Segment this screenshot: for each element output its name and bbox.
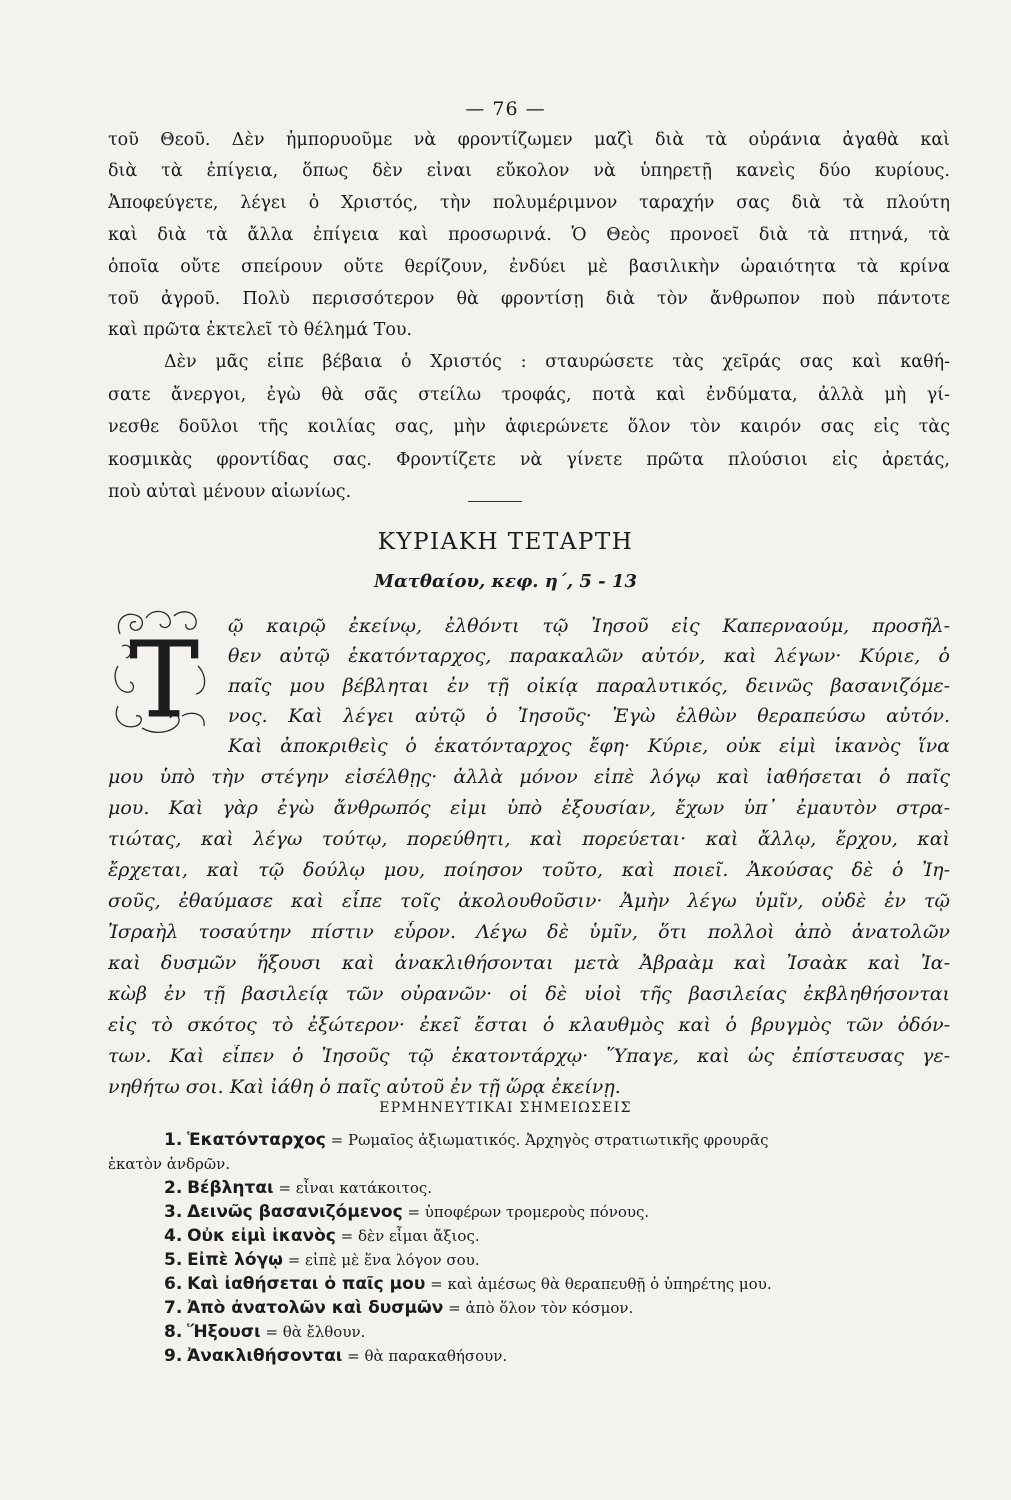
note-term: Ἀπὸ ἀνατολῶν καὶ δυσμῶν <box>187 1298 444 1318</box>
scripture-reference: Ματθαίου, κεφ. η΄, 5 - 13 <box>374 571 637 592</box>
notes-title: ΕΡΜΗΝΕΥΤΙΚΑΙ ΣΗΜΕΙΩΣΕΙΣ <box>379 1100 632 1116</box>
note-definition: = εἶναι κατάκοιτος. <box>278 1179 433 1197</box>
note-continuation: ἑκατὸν ἀνδρῶν. <box>108 1155 230 1173</box>
text-line: μου. Καὶ γὰρ ἐγὼ ἄνθρωπός εἰμι ὑπὸ ἐξουσίαν, ἔχων ὑπ᾿ ἐμαυτὸν στρα- <box>108 797 950 819</box>
text-line: των. Καὶ εἶπεν ὁ Ἰησοῦς τῷ ἑκατοντάρχῳ· Ὕπαγε, καὶ ὡς ἐπίστευσας γε- <box>108 1045 950 1067</box>
note-number: 7. <box>164 1298 183 1318</box>
note-term: Οὐκ εἰμὶ ἱκανὸς <box>187 1226 336 1246</box>
note-definition: = θὰ παρακαθήσουν. <box>347 1347 508 1365</box>
text-line: τοῦ ἀγροῦ. Πολὺ περισσότερον θὰ φροντίσῃ διὰ τὸν ἄνθρωπον ποὺ πάντοτε <box>108 289 950 309</box>
note-item <box>164 1346 507 1366</box>
text-line: καὶ διὰ τὰ ἄλλα ἐπίγεια καὶ προσωρινά. Ὁ Θεὸς προνοεῖ διὰ τὰ πτηνά, τὰ <box>108 225 950 245</box>
text-line: καὶ πρῶτα ἐκτελεῖ τὸ θέλημά Του. <box>108 320 413 340</box>
note-definition: = ἀπὸ ὅλον τὸν κόσμον. <box>448 1299 634 1317</box>
note-term: Ἀνακλιθήσονται <box>187 1346 343 1366</box>
text-line: θεν αὐτῷ ἑκατόνταρχος, παρακαλῶν αὐτόν, καὶ λέγων· Κύριε, ὁ <box>228 645 950 667</box>
note-item <box>164 1202 649 1222</box>
note-item <box>164 1178 432 1198</box>
text-line: σατε ἄνεργοι, ἐγὼ θὰ σᾶς στείλω τροφάς, ποτὰ καὶ ἐνδύματα, ἀλλὰ μὴ γί- <box>108 385 950 405</box>
note-definition: = Ρωμαῖος ἀξιωματικός. Ἀρχηγὸς στρατιωτικῆς φρουρᾶς <box>330 1131 769 1149</box>
note-number: 1. <box>164 1130 183 1150</box>
note-number: 2. <box>164 1178 183 1198</box>
note-item <box>164 1322 365 1342</box>
text-line: Ἀποφεύγετε, λέγει ὁ Χριστός, τὴν πολυμέριμνον ταραχήν σας διὰ τὰ πλούτη <box>108 193 950 213</box>
section-separator <box>468 501 522 502</box>
note-term: Καὶ ἰαθήσεται ὁ παῖς μου <box>187 1274 426 1294</box>
note-number: 8. <box>164 1322 183 1342</box>
section-heading: ΚΥΡΙΑΚΗ ΤΕΤΑΡΤΗ <box>377 529 634 555</box>
text-line: καὶ δυσμῶν ἥξουσι καὶ ἀνακλιθήσονται μετὰ Ἀβραὰμ καὶ Ἰσαὰκ καὶ Ἰα- <box>108 952 950 974</box>
note-number: 3. <box>164 1202 183 1222</box>
text-line: νεσθε δοῦλοι τῆς κοιλίας σας, μὴν ἀφιερώνετε ὅλον τὸν καιρόν σας εἰς τὰς <box>108 417 950 437</box>
note-number: 9. <box>164 1346 183 1366</box>
text-line: ποὺ αὐταὶ μένουν αἰωνίως. <box>108 482 352 502</box>
note-item <box>164 1226 480 1246</box>
note-number: 4. <box>164 1226 183 1246</box>
text-line: εἰς τὸ σκότος τὸ ἐξώτερον· ἐκεῖ ἔσται ὁ κλαυθμὸς καὶ ὁ βρυγμὸς τῶν ὀδόν- <box>108 1014 950 1036</box>
text-line: τοῦ Θεοῦ. Δὲν ἠμπορυοῦμε νὰ φροντίζωμεν μαζὶ διὰ τὰ οὐράνια ἀγαθὰ καὶ <box>108 130 950 150</box>
text-line: νηθήτω σοι. Καὶ ἰάθη ὁ παῖς αὐτοῦ ἐν τῇ ὥρᾳ ἐκείνῃ. <box>108 1076 621 1098</box>
text-line: παῖς μου βέβληται ἐν τῇ οἰκίᾳ παραλυτικός, δεινῶς βασανιζόμε- <box>228 675 950 697</box>
text-line: ῷ καιρῷ ἐκείνῳ, ἐλθόντι τῷ Ἰησοῦ εἰς Καπερναούμ, προσῆλ- <box>228 615 950 637</box>
note-definition: = καὶ ἀμέσως θὰ θεραπευθῇ ὁ ὑπηρέτης μου. <box>430 1275 772 1293</box>
note-definition: = ὑποφέρων τρομεροὺς πόνους. <box>407 1203 650 1221</box>
drop-cap-letter: Τ <box>129 619 199 736</box>
text-line: ὁποῖα οὔτε σπείρουν οὔτε θερίζουν, ἐνδύει μὲ βασιλικὴν ὡραιότητα τὰ κρίνα <box>108 257 950 277</box>
note-item <box>164 1250 480 1270</box>
text-line: σοῦς, ἐθαύμασε καὶ εἶπε τοῖς ἀκολουθοῦσιν· Ἀμὴν λέγω ὑμῖν, οὐδὲ ἐν τῷ <box>108 890 950 912</box>
text-line: Δὲν μᾶς εἶπε βέβαια ὁ Χριστός : σταυρώσετε τὰς χεῖράς σας καὶ καθή- <box>164 352 950 372</box>
note-number: 5. <box>164 1250 183 1270</box>
note-item <box>164 1274 772 1294</box>
text-line: μου ὑπὸ τὴν στέγην εἰσέλθῃς· ἀλλὰ μόνον εἰπὲ λόγῳ καὶ ἰαθήσεται ὁ παῖς <box>108 766 950 788</box>
note-definition: = θὰ ἔλθουν. <box>265 1323 366 1341</box>
text-line: τιώτας, καὶ λέγω τούτῳ, πορεύθητι, καὶ πορεύεται· καὶ ἄλλῳ, ἔρχου, καὶ <box>108 828 950 850</box>
text-line: κὼβ ἐν τῇ βασιλείᾳ τῶν οὐρανῶν· οἱ δὲ υἱοὶ τῆς βασιλείας ἐκβληθήσονται <box>108 983 950 1005</box>
note-item <box>164 1298 633 1318</box>
note-term: Εἰπὲ λόγῳ <box>187 1250 283 1270</box>
note-item <box>164 1130 769 1150</box>
note-term: Ἥξουσι <box>187 1322 261 1342</box>
page-number: — 76 — <box>465 98 546 120</box>
note-term: Βέβληται <box>187 1178 274 1198</box>
ornamental-drop-cap <box>112 606 212 736</box>
text-line: ἔρχεται, καὶ τῷ δούλῳ μου, ποίησον τοῦτο, καὶ ποιεῖ. Ἀκούσας δὲ ὁ Ἰη- <box>108 859 950 881</box>
text-line: νος. Καὶ λέγει αὐτῷ ὁ Ἰησοῦς· Ἐγὼ ἐλθὼν θεραπεύσω αὐτόν. <box>228 705 950 727</box>
note-definition: = εἰπὲ μὲ ἕνα λόγον σου. <box>287 1251 480 1269</box>
note-number: 6. <box>164 1274 183 1294</box>
note-term: Δεινῶς βασανιζόμενος <box>187 1202 403 1222</box>
note-term: Ἑκατόνταρχος <box>187 1130 326 1150</box>
text-line: διὰ τὰ ἐπίγεια, ὅπως δὲν εἶναι εὔκολον νὰ ὑπηρετῇ κανεὶς δύο κυρίους. <box>108 161 950 181</box>
text-line: Ἰσραὴλ τοσαύτην πίστιν εὗρον. Λέγω δὲ ὑμῖν, ὅτι πολλοὶ ἀπὸ ἀνατολῶν <box>108 921 950 943</box>
text-line: Καὶ ἀποκριθεὶς ὁ ἑκατόνταρχος ἔφη· Κύριε, οὐκ εἰμὶ ἱκανὸς ἵνα <box>228 735 950 757</box>
text-line: κοσμικὰς φροντίδας σας. Φροντίζετε νὰ γίνετε πρῶτα πλούσιοι εἰς ἀρετάς, <box>108 450 950 470</box>
note-definition: = δὲν εἶμαι ἄξιος. <box>340 1227 480 1245</box>
